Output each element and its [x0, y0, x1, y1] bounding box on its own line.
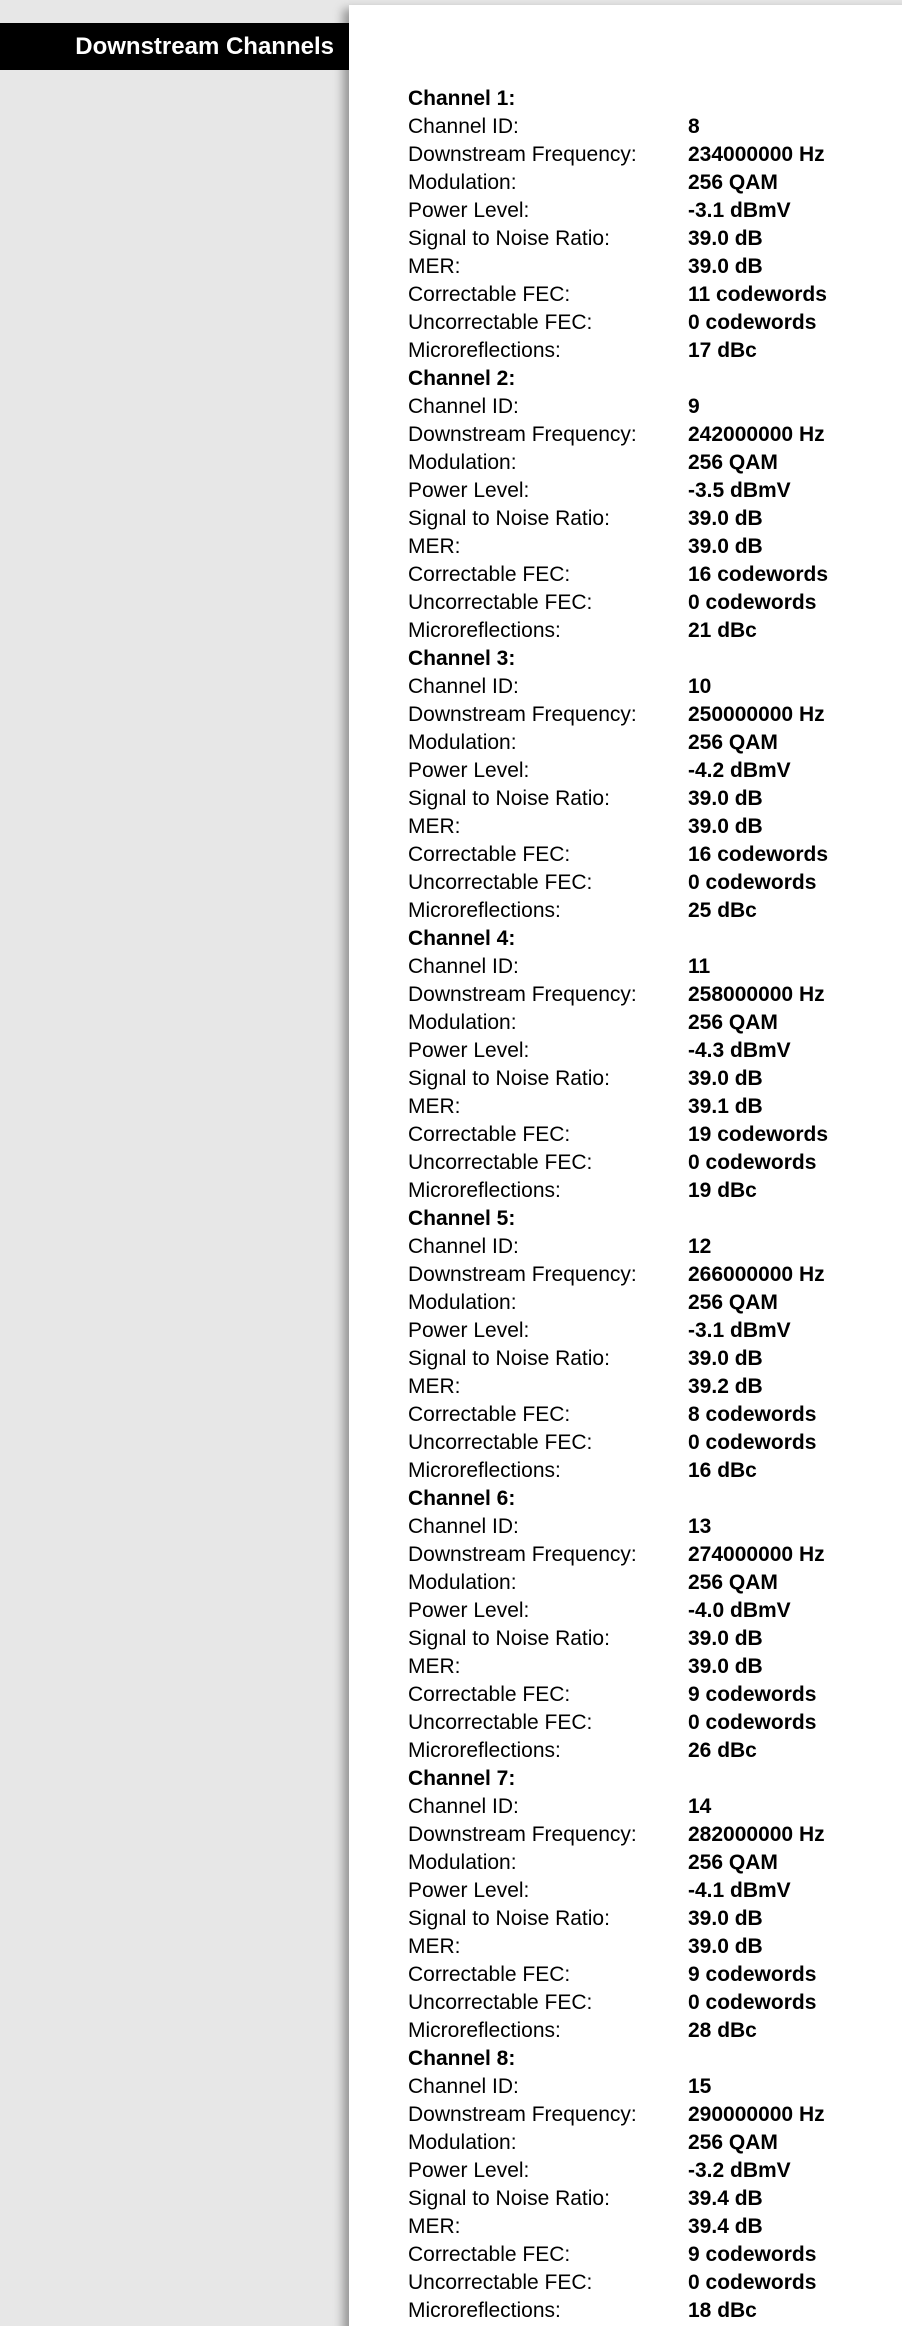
- channel-field-row: [408, 1569, 902, 1597]
- field-label: MER:: [408, 1655, 461, 1678]
- channel-field-row: [408, 729, 902, 757]
- field-value: 16 dBc: [688, 1459, 757, 1482]
- field-label: Modulation:: [408, 1851, 517, 1874]
- field-label: Microreflections:: [408, 1179, 561, 1202]
- field-value: 17 dBc: [688, 339, 757, 362]
- field-label: Microreflections:: [408, 339, 561, 362]
- field-label: Channel ID:: [408, 1235, 519, 1258]
- field-value: 0 codewords: [688, 2271, 817, 2294]
- channel-title-row: [408, 1485, 902, 1513]
- field-label: Downstream Frequency:: [408, 2103, 637, 2126]
- channel-title: Channel 2:: [408, 367, 516, 390]
- channel-title: Channel 5:: [408, 1207, 516, 1230]
- field-label: MER:: [408, 1935, 461, 1958]
- field-value: 8 codewords: [688, 1403, 817, 1426]
- channel-field-row: [408, 897, 902, 925]
- field-value: -3.1 dBmV: [688, 1319, 791, 1342]
- channel-field-row: [408, 2297, 902, 2325]
- channel-field-row: [408, 169, 902, 197]
- channel-field-row: [408, 617, 902, 645]
- channel-block: [408, 925, 902, 1205]
- channel-field-row: [408, 1009, 902, 1037]
- field-label: Uncorrectable FEC:: [408, 311, 593, 334]
- channel-field-row: [408, 253, 902, 281]
- channel-field-row: [408, 589, 902, 617]
- field-value: 16 codewords: [688, 563, 829, 586]
- field-label: Power Level:: [408, 1879, 530, 1902]
- field-value: 0 codewords: [688, 591, 817, 614]
- channel-field-row: [408, 1989, 902, 2017]
- field-value: 12: [688, 1235, 712, 1258]
- channel-title: Channel 6:: [408, 1487, 516, 1510]
- field-label: Channel ID:: [408, 2075, 519, 2098]
- channel-field-row: [408, 1905, 902, 1933]
- field-value: 256 QAM: [688, 1851, 778, 1874]
- channel-field-row: [408, 1653, 902, 1681]
- channel-title: Channel 4:: [408, 927, 516, 950]
- field-label: Downstream Frequency:: [408, 703, 637, 726]
- field-label: Downstream Frequency:: [408, 1263, 637, 1286]
- channel-field-row: [408, 1793, 902, 1821]
- field-value: 39.0 dB: [688, 1627, 763, 1650]
- field-label: Signal to Noise Ratio:: [408, 787, 610, 810]
- field-label: Uncorrectable FEC:: [408, 871, 593, 894]
- field-value: 19 dBc: [688, 1179, 757, 1202]
- channel-field-row: [408, 1513, 902, 1541]
- channels-list: [349, 5, 902, 2325]
- channel-field-row: [408, 1093, 902, 1121]
- channel-field-row: [408, 1233, 902, 1261]
- field-value: 16 codewords: [688, 843, 829, 866]
- channel-title-row: [408, 925, 902, 953]
- field-label: Microreflections:: [408, 1459, 561, 1482]
- field-label: Uncorrectable FEC:: [408, 2271, 593, 2294]
- channel-field-row: [408, 281, 902, 309]
- channel-field-row: [408, 477, 902, 505]
- field-value: 39.0 dB: [688, 227, 763, 250]
- channel-field-row: [408, 757, 902, 785]
- channel-field-row: [408, 701, 902, 729]
- field-label: Power Level:: [408, 2159, 530, 2182]
- field-value: 256 QAM: [688, 1571, 778, 1594]
- field-label: Modulation:: [408, 1291, 517, 1314]
- field-value: 15: [688, 2075, 712, 2098]
- field-label: Signal to Noise Ratio:: [408, 507, 610, 530]
- field-label: Modulation:: [408, 731, 517, 754]
- field-value: 39.0 dB: [688, 787, 763, 810]
- field-label: Downstream Frequency:: [408, 143, 637, 166]
- field-label: Downstream Frequency:: [408, 1823, 637, 1846]
- field-value: 11: [688, 955, 711, 978]
- channel-field-row: [408, 1625, 902, 1653]
- field-value: -4.2 dBmV: [688, 759, 791, 782]
- downstream-channels-panel: [349, 5, 902, 2326]
- field-value: -3.2 dBmV: [688, 2159, 791, 2182]
- field-value: -4.3 dBmV: [688, 1039, 791, 1062]
- channel-field-row: [408, 2017, 902, 2045]
- field-label: Signal to Noise Ratio:: [408, 1627, 610, 1650]
- channel-field-row: [408, 561, 902, 589]
- field-label: Correctable FEC:: [408, 1403, 571, 1426]
- section-header-bar: [0, 23, 349, 70]
- field-label: Channel ID:: [408, 115, 519, 138]
- field-value: 39.0 dB: [688, 507, 763, 530]
- field-value: 282000000 Hz: [688, 1823, 825, 1846]
- channel-field-row: [408, 1933, 902, 1961]
- field-value: 39.2 dB: [688, 1375, 763, 1398]
- channel-field-row: [408, 2157, 902, 2185]
- field-label: Channel ID:: [408, 395, 519, 418]
- channel-field-row: [408, 337, 902, 365]
- channel-field-row: [408, 1401, 902, 1429]
- field-label: Uncorrectable FEC:: [408, 1991, 593, 2014]
- field-label: Microreflections:: [408, 619, 561, 642]
- field-value: 256 QAM: [688, 451, 778, 474]
- field-value: 0 codewords: [688, 1431, 817, 1454]
- channel-field-row: [408, 1961, 902, 1989]
- field-value: 13: [688, 1515, 712, 1538]
- channel-field-row: [408, 2073, 902, 2101]
- field-label: Correctable FEC:: [408, 283, 571, 306]
- channel-field-row: [408, 141, 902, 169]
- channel-field-row: [408, 1681, 902, 1709]
- section-title: Downstream Channels: [75, 32, 334, 60]
- field-value: 39.4 dB: [688, 2187, 763, 2210]
- channel-field-row: [408, 1149, 902, 1177]
- field-label: Modulation:: [408, 451, 517, 474]
- field-value: 28 dBc: [688, 2019, 757, 2042]
- channel-title-row: [408, 2045, 902, 2073]
- channel-field-row: [408, 2129, 902, 2157]
- channel-field-row: [408, 1037, 902, 1065]
- field-value: -3.1 dBmV: [688, 199, 791, 222]
- channel-title: Channel 1:: [408, 87, 516, 110]
- channel-field-row: [408, 393, 902, 421]
- channel-field-row: [408, 113, 902, 141]
- field-label: Uncorrectable FEC:: [408, 1711, 593, 1734]
- channel-field-row: [408, 1821, 902, 1849]
- channel-field-row: [408, 673, 902, 701]
- field-label: Downstream Frequency:: [408, 983, 637, 1006]
- channel-field-row: [408, 449, 902, 477]
- field-label: Power Level:: [408, 759, 530, 782]
- field-label: Signal to Noise Ratio:: [408, 1907, 610, 1930]
- field-label: Uncorrectable FEC:: [408, 1151, 593, 1174]
- channel-title-row: [408, 1205, 902, 1233]
- field-value: 9 codewords: [688, 2243, 817, 2266]
- field-label: Microreflections:: [408, 1739, 561, 1762]
- field-value: 39.0 dB: [688, 255, 763, 278]
- channel-title-row: [408, 1765, 902, 1793]
- field-label: Correctable FEC:: [408, 843, 571, 866]
- channel-field-row: [408, 2185, 902, 2213]
- channel-field-row: [408, 1373, 902, 1401]
- field-label: Modulation:: [408, 1011, 517, 1034]
- field-value: 250000000 Hz: [688, 703, 825, 726]
- field-value: 0 codewords: [688, 871, 817, 894]
- field-value: 9 codewords: [688, 1963, 817, 1986]
- channel-field-row: [408, 1541, 902, 1569]
- channel-field-row: [408, 2101, 902, 2129]
- channel-field-row: [408, 2241, 902, 2269]
- channel-field-row: [408, 2269, 902, 2297]
- channel-block: [408, 645, 902, 925]
- channel-field-row: [408, 533, 902, 561]
- channel-title-row: [408, 645, 902, 673]
- field-value: 21 dBc: [688, 619, 757, 642]
- field-value: 9: [688, 395, 700, 418]
- field-value: 266000000 Hz: [688, 1263, 825, 1286]
- field-label: Channel ID:: [408, 1515, 519, 1538]
- field-value: 290000000 Hz: [688, 2103, 825, 2126]
- field-value: 10: [688, 675, 712, 698]
- channel-field-row: [408, 1457, 902, 1485]
- channel-field-row: [408, 2213, 902, 2241]
- field-value: 234000000 Hz: [688, 143, 825, 166]
- field-label: Signal to Noise Ratio:: [408, 227, 610, 250]
- channel-block: [408, 1485, 902, 1765]
- field-value: 25 dBc: [688, 899, 757, 922]
- channel-field-row: [408, 1261, 902, 1289]
- field-value: 14: [688, 1795, 712, 1818]
- field-value: 39.0 dB: [688, 1347, 763, 1370]
- channel-field-row: [408, 1709, 902, 1737]
- channel-block: [408, 365, 902, 645]
- field-value: 11 codewords: [688, 283, 827, 306]
- field-value: 39.0 dB: [688, 1067, 763, 1090]
- field-label: MER:: [408, 255, 461, 278]
- field-value: 26 dBc: [688, 1739, 757, 1762]
- channel-block: [408, 1765, 902, 2045]
- field-value: 0 codewords: [688, 1711, 817, 1734]
- field-label: Correctable FEC:: [408, 2243, 571, 2266]
- field-value: 256 QAM: [688, 1291, 778, 1314]
- field-value: 39.1 dB: [688, 1095, 763, 1118]
- field-value: 39.0 dB: [688, 1935, 763, 1958]
- field-label: Uncorrectable FEC:: [408, 591, 593, 614]
- field-value: 242000000 Hz: [688, 423, 825, 446]
- field-value: 39.4 dB: [688, 2215, 763, 2238]
- channel-block: [408, 85, 902, 365]
- field-value: 274000000 Hz: [688, 1543, 825, 1566]
- field-label: Signal to Noise Ratio:: [408, 1347, 610, 1370]
- channel-block: [408, 2045, 902, 2325]
- field-label: Modulation:: [408, 2131, 517, 2154]
- channel-field-row: [408, 421, 902, 449]
- field-label: MER:: [408, 815, 461, 838]
- field-value: -4.1 dBmV: [688, 1879, 791, 1902]
- field-value: 256 QAM: [688, 171, 778, 194]
- channel-block: [408, 1205, 902, 1485]
- channel-title: Channel 3:: [408, 647, 516, 670]
- field-value: 8: [688, 115, 700, 138]
- field-value: 39.0 dB: [688, 815, 763, 838]
- field-label: Power Level:: [408, 1599, 530, 1622]
- channel-field-row: [408, 869, 902, 897]
- field-value: 39.0 dB: [688, 1655, 763, 1678]
- field-label: Microreflections:: [408, 2299, 561, 2322]
- field-label: Uncorrectable FEC:: [408, 1431, 593, 1454]
- channel-field-row: [408, 1317, 902, 1345]
- field-value: 9 codewords: [688, 1683, 817, 1706]
- field-value: 0 codewords: [688, 1151, 817, 1174]
- field-label: Channel ID:: [408, 675, 519, 698]
- field-label: Modulation:: [408, 171, 517, 194]
- field-value: 39.0 dB: [688, 1907, 763, 1930]
- field-label: Signal to Noise Ratio:: [408, 2187, 610, 2210]
- channel-field-row: [408, 225, 902, 253]
- field-value: -4.0 dBmV: [688, 1599, 791, 1622]
- field-value: 258000000 Hz: [688, 983, 825, 1006]
- field-label: MER:: [408, 2215, 461, 2238]
- field-value: 39.0 dB: [688, 535, 763, 558]
- field-label: MER:: [408, 535, 461, 558]
- channel-field-row: [408, 309, 902, 337]
- field-value: 19 codewords: [688, 1123, 829, 1146]
- field-label: Power Level:: [408, 199, 530, 222]
- channel-field-row: [408, 813, 902, 841]
- channel-field-row: [408, 981, 902, 1009]
- field-label: Channel ID:: [408, 955, 519, 978]
- channel-field-row: [408, 1121, 902, 1149]
- field-label: Power Level:: [408, 479, 530, 502]
- field-value: 256 QAM: [688, 731, 778, 754]
- field-value: 0 codewords: [688, 1991, 817, 2014]
- field-label: Power Level:: [408, 1039, 530, 1062]
- channel-field-row: [408, 953, 902, 981]
- field-label: Correctable FEC:: [408, 563, 571, 586]
- field-label: Power Level:: [408, 1319, 530, 1342]
- channel-field-row: [408, 197, 902, 225]
- channel-title: Channel 8:: [408, 2047, 516, 2070]
- field-label: Channel ID:: [408, 1795, 519, 1818]
- channel-field-row: [408, 1177, 902, 1205]
- field-value: -3.5 dBmV: [688, 479, 791, 502]
- field-label: MER:: [408, 1375, 461, 1398]
- field-label: Downstream Frequency:: [408, 423, 637, 446]
- field-label: Correctable FEC:: [408, 1963, 571, 1986]
- field-label: Modulation:: [408, 1571, 517, 1594]
- field-label: MER:: [408, 1095, 461, 1118]
- field-label: Microreflections:: [408, 2019, 561, 2042]
- channel-field-row: [408, 785, 902, 813]
- channel-field-row: [408, 505, 902, 533]
- channel-title: Channel 7:: [408, 1767, 516, 1790]
- channel-field-row: [408, 1345, 902, 1373]
- channel-field-row: [408, 1289, 902, 1317]
- field-label: Downstream Frequency:: [408, 1543, 637, 1566]
- field-label: Signal to Noise Ratio:: [408, 1067, 610, 1090]
- field-value: 18 dBc: [688, 2299, 757, 2322]
- channel-field-row: [408, 1429, 902, 1457]
- field-value: 256 QAM: [688, 1011, 778, 1034]
- field-value: 256 QAM: [688, 2131, 778, 2154]
- channel-field-row: [408, 841, 902, 869]
- channel-field-row: [408, 1737, 902, 1765]
- channel-field-row: [408, 1877, 902, 1905]
- channel-title-row: [408, 85, 902, 113]
- channel-field-row: [408, 1849, 902, 1877]
- channel-field-row: [408, 1065, 902, 1093]
- channel-field-row: [408, 1597, 902, 1625]
- field-label: Correctable FEC:: [408, 1123, 571, 1146]
- field-label: Microreflections:: [408, 899, 561, 922]
- channel-title-row: [408, 365, 902, 393]
- field-label: Correctable FEC:: [408, 1683, 571, 1706]
- field-value: 0 codewords: [688, 311, 817, 334]
